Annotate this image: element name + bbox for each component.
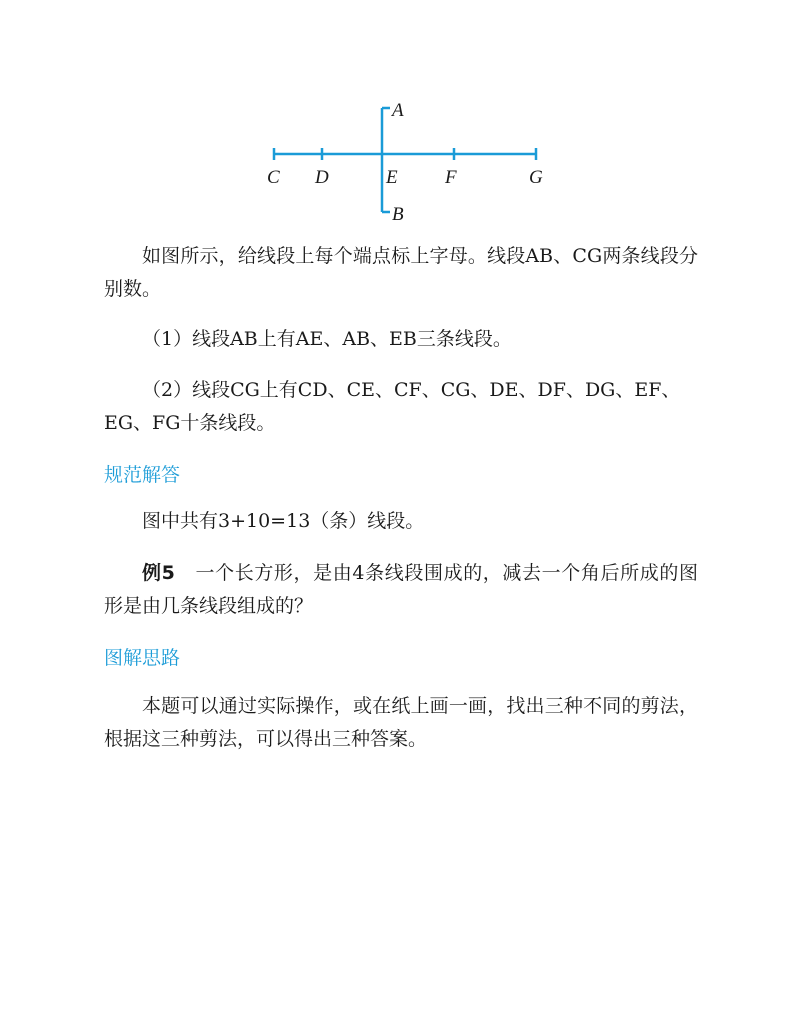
heading-solution-idea: 图解思路 <box>104 647 181 669</box>
analysis-item-1: （1）线段AB上有AE、AB、EB三条线段。 <box>142 328 512 350</box>
label-b: B <box>392 204 404 225</box>
example-paragraph <box>104 557 698 623</box>
example-label: 例5 <box>142 562 175 584</box>
label-e: E <box>386 167 398 188</box>
example-text: 一个长方形，是由4条线段围成的，减去一个角后所成的图形是由几条线段组成的？ <box>104 562 698 617</box>
answer-paragraph: 图中共有3+10=13（条）线段。 <box>142 510 425 532</box>
label-d: D <box>315 167 329 188</box>
idea-paragraph: 本题可以通过实际操作，或在纸上画一画，找出三种不同的剪法，根据这三种剪法，可以得出三种答案。 <box>104 695 698 750</box>
intro-paragraph: 如图所示，给线段上每个端点标上字母。线段AB、CG两条线段分别数。 <box>104 245 698 300</box>
heading-standard-answer: 规范解答 <box>104 464 181 486</box>
line-segment-figure <box>255 95 555 230</box>
label-f: F <box>445 167 457 188</box>
analysis-item-2: （2）线段CG上有CD、CE、CF、CG、DE、DF、DG、EF、EG、FG十条线段。 <box>104 379 681 434</box>
label-a: A <box>392 100 404 121</box>
label-g: G <box>529 167 543 188</box>
label-c: C <box>267 167 280 188</box>
